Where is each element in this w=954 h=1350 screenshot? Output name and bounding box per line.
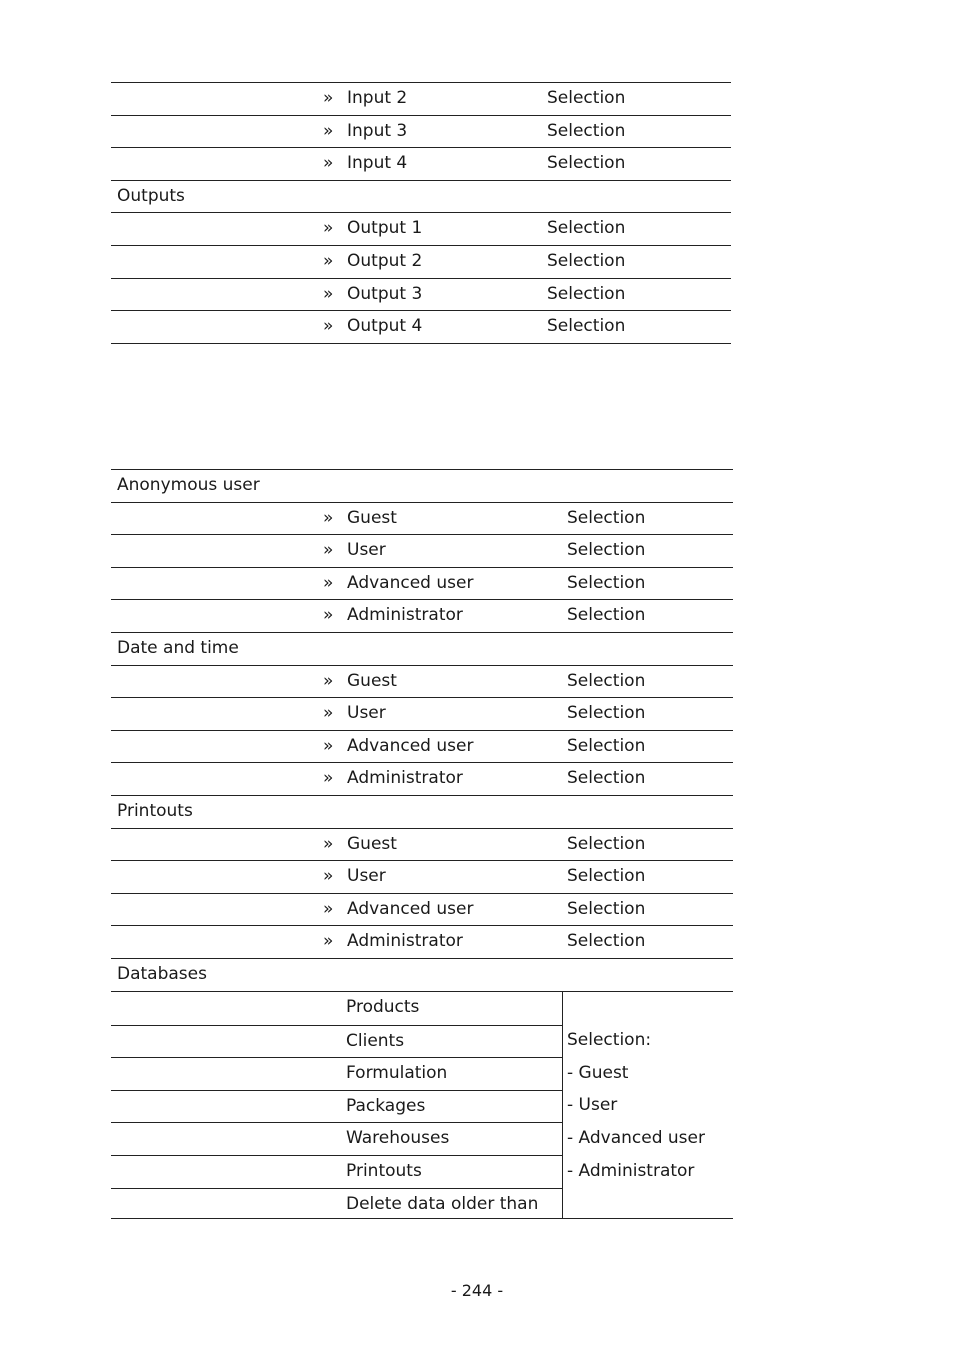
row-value: Selection (567, 735, 646, 756)
bullet-arrow-icon: » (323, 120, 334, 141)
row-label: User (347, 866, 386, 887)
section-header-label: Printouts (117, 800, 193, 821)
row-label: Output 1 (347, 218, 423, 239)
row-value: Selection (547, 250, 626, 271)
selection-option-line: Selection: (567, 1030, 652, 1050)
row-value: Selection (567, 507, 646, 528)
row-label: Output 4 (347, 316, 423, 337)
bullet-arrow-icon: » (323, 735, 334, 756)
table-row (111, 893, 733, 926)
row-label: User (347, 540, 386, 561)
database-label: Printouts (346, 1160, 422, 1181)
table-row (111, 828, 733, 861)
row-label: Advanced user (347, 572, 474, 593)
bullet-arrow-icon: » (323, 250, 334, 271)
section-header-row (111, 632, 733, 665)
bullet-arrow-icon: » (323, 218, 334, 239)
table-row (111, 567, 733, 600)
section-header-row (111, 795, 733, 828)
section-header-row (111, 180, 731, 213)
selection-option-line: - Advanced user (567, 1128, 705, 1149)
database-label: Packages (346, 1095, 426, 1116)
row-value: Selection (547, 120, 626, 141)
bullet-arrow-icon: » (323, 931, 334, 952)
section-header-label: Anonymous user (117, 475, 260, 495)
row-value: Selection (567, 605, 646, 626)
bullet-arrow-icon: » (323, 768, 334, 789)
database-label: Products (346, 997, 420, 1017)
row-value: Selection (567, 866, 646, 887)
table-row (111, 278, 731, 311)
bullet-arrow-icon: » (323, 866, 334, 887)
page-number: - 244 - (450, 1281, 504, 1300)
row-value: Selection (547, 153, 626, 174)
table-row (111, 82, 731, 115)
table-row (111, 245, 731, 278)
row-label: Administrator (347, 768, 463, 789)
row-label: Input 2 (347, 88, 408, 108)
row-value: Selection (567, 768, 646, 789)
database-row (111, 1025, 562, 1058)
row-value: Selection (547, 88, 626, 108)
row-label: Output 2 (347, 250, 423, 271)
row-label: Advanced user (347, 898, 474, 919)
table-row (111, 212, 731, 245)
database-label: Formulation (346, 1063, 448, 1084)
selection-option-line: - User (567, 1095, 618, 1116)
table-row (111, 599, 733, 632)
table-row (111, 502, 733, 535)
bullet-arrow-icon: » (323, 540, 334, 561)
databases-list (111, 992, 563, 1218)
table-row (111, 115, 731, 148)
row-value: Selection (547, 283, 626, 304)
database-row (111, 992, 562, 1025)
bullet-arrow-icon: » (323, 703, 334, 724)
databases-selection-options (567, 1024, 705, 1188)
table-row (111, 147, 731, 180)
row-value: Selection (567, 898, 646, 919)
row-label: Administrator (347, 605, 463, 626)
row-value: Selection (547, 316, 626, 337)
section-header-label: Outputs (117, 185, 185, 206)
bullet-arrow-icon: » (323, 88, 334, 108)
bullet-arrow-icon: » (323, 833, 334, 854)
selection-option-line: - Guest (567, 1062, 629, 1083)
row-value: Selection (567, 703, 646, 724)
table-row (111, 730, 733, 763)
row-label: Guest (347, 833, 397, 854)
row-value: Selection (567, 670, 646, 691)
row-value: Selection (547, 218, 626, 239)
database-label: Clients (346, 1030, 405, 1051)
selection-option-line: - Administrator (567, 1160, 695, 1181)
section-header-row (111, 958, 733, 992)
table-row (111, 762, 733, 795)
table-row (111, 860, 733, 893)
row-label: Input 4 (347, 153, 408, 174)
table-row (111, 697, 733, 730)
row-value: Selection (567, 931, 646, 952)
row-value: Selection (567, 540, 646, 561)
bullet-arrow-icon: » (323, 316, 334, 337)
database-row (111, 1122, 562, 1155)
section-header-label: Date and time (117, 637, 239, 658)
bullet-arrow-icon: » (323, 572, 334, 593)
table-row (111, 310, 731, 344)
row-label: Guest (347, 670, 397, 691)
row-value: Selection (567, 833, 646, 854)
row-label: Output 3 (347, 283, 423, 304)
row-value: Selection (567, 572, 646, 593)
row-label: Guest (347, 507, 397, 528)
database-row (111, 1090, 562, 1123)
table-row (111, 925, 733, 958)
row-label: Advanced user (347, 735, 474, 756)
row-label: Input 3 (347, 120, 408, 141)
section-header-row (111, 469, 733, 502)
bullet-arrow-icon: » (323, 898, 334, 919)
bullet-arrow-icon: » (323, 507, 334, 528)
table-row (111, 534, 733, 567)
bullet-arrow-icon: » (323, 153, 334, 174)
bullet-arrow-icon: » (323, 605, 334, 626)
database-label: Warehouses (346, 1128, 450, 1149)
database-row (111, 1057, 562, 1090)
row-label: Administrator (347, 931, 463, 952)
row-label: User (347, 703, 386, 724)
databases-permission-block (111, 991, 733, 1219)
database-row (111, 1155, 562, 1188)
section-header-label: Databases (117, 963, 207, 984)
bullet-arrow-icon: » (323, 283, 334, 304)
table-row (111, 665, 733, 698)
database-label: Delete data older than (346, 1193, 539, 1214)
permissions-table (111, 469, 733, 992)
outputs-table (111, 82, 731, 344)
database-row (111, 1188, 562, 1221)
bullet-arrow-icon: » (323, 670, 334, 691)
